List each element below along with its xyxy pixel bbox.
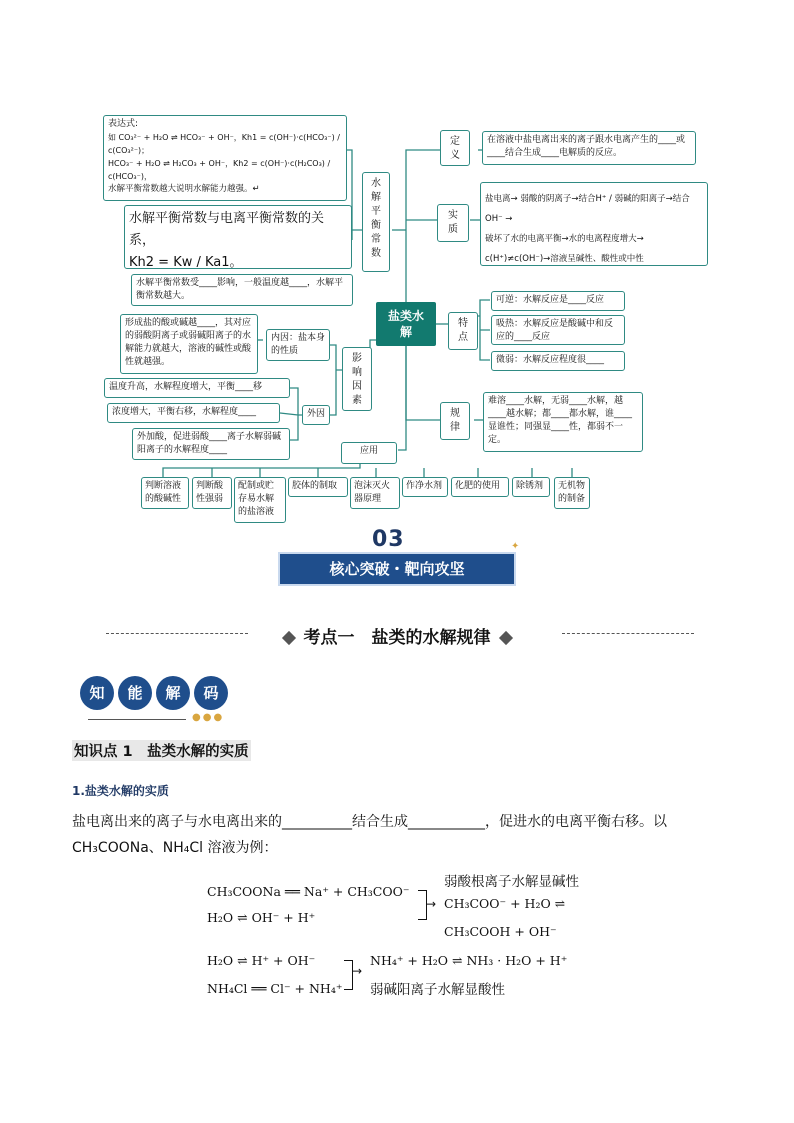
equation-nh4cl-ionization: NH₄Cl ══ Cl⁻ + NH₄⁺ xyxy=(207,981,343,996)
tag-circle: 能 xyxy=(118,676,152,710)
internal-factor: 内因：盐本身的性质 xyxy=(266,329,330,361)
kaodian-title-row xyxy=(0,623,794,648)
mindmap-connectors xyxy=(0,0,794,560)
kh-ka-relation-formula: Kh2 = Kw / Ka1。 xyxy=(129,255,243,270)
feature-endothermic: 吸热：水解反应是酸碱中和反应的____反应 xyxy=(491,315,625,345)
feature-reversible: 可逆：水解反应是____反应 xyxy=(491,291,625,311)
tag-circle: 知 xyxy=(80,676,114,710)
equation-acetate-hydrolysis: CH₃COO⁻ + H₂O ⇌ xyxy=(444,896,566,911)
tag-underline xyxy=(88,719,186,720)
application-item: 无机物的制备 xyxy=(554,477,590,509)
knowledge-subtitle: 1.盐类水解的实质 xyxy=(72,784,169,798)
branch-hydrolysis-constant: 水解平衡常数 xyxy=(362,172,390,272)
branch-rules: 规律 xyxy=(440,402,470,440)
kh-expression-title: 表达式: xyxy=(108,119,139,129)
branch-factors: 影响因素 xyxy=(342,347,372,411)
knowledge-title: 知识点 1 盐类水解的实质 xyxy=(72,740,251,761)
section-number: 03 xyxy=(372,527,405,552)
kh-ka-relation-text: 水解平衡常数与电离平衡常数的关系， xyxy=(129,211,325,248)
equation-note-basic: 弱酸根离子水解显碱性 xyxy=(444,874,579,890)
branch-definition: 定义 xyxy=(440,130,470,166)
kh-temperature-box xyxy=(131,274,353,306)
kh-temperature-text: 水解平衡常数受____影响，一般温度越____，水解平衡常数越大。 xyxy=(136,278,344,301)
definition-text: 在溶液中盐电离出来的离子跟水电离产生的____或____结合生成____电解质的反应。 xyxy=(487,135,686,158)
feature-weak: 微弱：水解反应程度很____ xyxy=(491,351,625,371)
equation-acetate-products: CH₃COOH + OH⁻ xyxy=(444,924,557,939)
rules-text: 难溶____水解，无弱____水解，越____越水解；都____都水解，谁____显谁性；同强显____性，都弱不一定。 xyxy=(488,396,633,445)
diamond-icon xyxy=(498,631,512,645)
external-temperature: 温度升高，水解程度增大，平衡____移 xyxy=(104,378,290,398)
center-node: 盐类水解 xyxy=(376,302,436,346)
essence-line-3: c(H⁺)≠c(OH⁻)→溶液呈碱性、酸性或中性 xyxy=(485,254,644,264)
application-item: 泡沫灭火器原理 xyxy=(350,477,400,509)
kh2-formula: HCO₃⁻ + H₂O ⇌ H₂CO₃ + OH⁻，Kh2 = c(OH⁻)·c(H₂CO₃) / c(HCO₃⁻)， xyxy=(108,159,331,181)
kh-ka-relation-box xyxy=(124,205,352,269)
diamond-icon xyxy=(281,631,295,645)
branch-features: 特点 xyxy=(448,312,478,350)
kh1-formula: 如 CO₃²⁻ + H₂O ⇌ HCO₃⁻ + OH⁻，Kh1 = c(OH⁻)·c(HCO₃⁻) / c(CO₃²⁻)； xyxy=(108,133,340,155)
banner-star-icon: ✦ xyxy=(511,541,520,552)
tag-dots-icon: ●●● xyxy=(192,712,225,723)
external-concentration: 浓度增大，平衡右移，水解程度____ xyxy=(107,403,280,423)
equation-note-acidic: 弱碱阳离子水解显酸性 xyxy=(370,982,505,998)
equation-water-ionization: H₂O ⇌ OH⁻ + H⁺ xyxy=(207,910,316,925)
external-factor: 外因 xyxy=(302,405,330,425)
definition-text-box xyxy=(482,131,696,165)
equation-ammonium-hydrolysis: NH₄⁺ + H₂O ⇌ NH₃ · H₂O + H⁺ xyxy=(370,953,568,968)
tag-circle: 码 xyxy=(194,676,228,710)
knowledge-paragraph-1: 盐电离出来的离子与水电离出来的__________结合生成___________，促进水的电离平衡右移。以 xyxy=(72,814,667,830)
application-item: 判断酸性强弱 xyxy=(192,477,232,509)
branch-application: 应用 xyxy=(341,442,397,464)
kh-expression-box xyxy=(103,115,347,201)
arrow-1: → xyxy=(426,897,437,911)
application-item: 判断溶液的酸碱性 xyxy=(141,477,189,509)
kh-conclusion: 水解平衡常数越大说明水解能力越强。↵ xyxy=(108,184,260,194)
essence-line-1: 盐电离→ 弱酸的阴离子→结合H⁺ / 弱碱的阳离子→结合OH⁻ → xyxy=(485,194,690,224)
application-item: 除锈剂 xyxy=(512,477,550,497)
essence-text-box xyxy=(480,182,708,266)
arrow-2: → xyxy=(352,964,363,978)
application-item: 配制或贮存易水解的盐溶液 xyxy=(234,477,286,523)
application-item: 化肥的使用 xyxy=(451,477,509,497)
equation-water-ionization-2: H₂O ⇌ H⁺ + OH⁻ xyxy=(207,953,316,968)
tag-circle: 解 xyxy=(156,676,190,710)
knowledge-paragraph-2: CH₃COONa、NH₄Cl 溶液为例： xyxy=(72,840,278,856)
essence-line-2: 破坏了水的电离平衡→水的电离程度增大→ xyxy=(485,234,644,244)
application-item: 作净水剂 xyxy=(402,477,448,497)
external-acid: 外加酸，促进弱酸____离子水解弱碱阳离子的水解程度____ xyxy=(132,428,290,460)
equation-ch3coona-ionization: CH₃COONa ══ Na⁺ + CH₃COO⁻ xyxy=(207,884,410,899)
internal-factor-text: 形成盐的酸或碱越____，其对应的弱酸阴离子或弱碱阳离子的水解能力就越大，溶液的碱性或酸性就越强。 xyxy=(120,314,258,374)
section-banner: 核心突破・靶向攻坚 xyxy=(278,552,516,586)
rules-text-box xyxy=(483,392,643,452)
kaodian-title: 考点一 盐类的水解规律 xyxy=(303,628,491,648)
application-item: 胶体的制取 xyxy=(288,477,348,497)
branch-essence: 实质 xyxy=(437,204,469,242)
